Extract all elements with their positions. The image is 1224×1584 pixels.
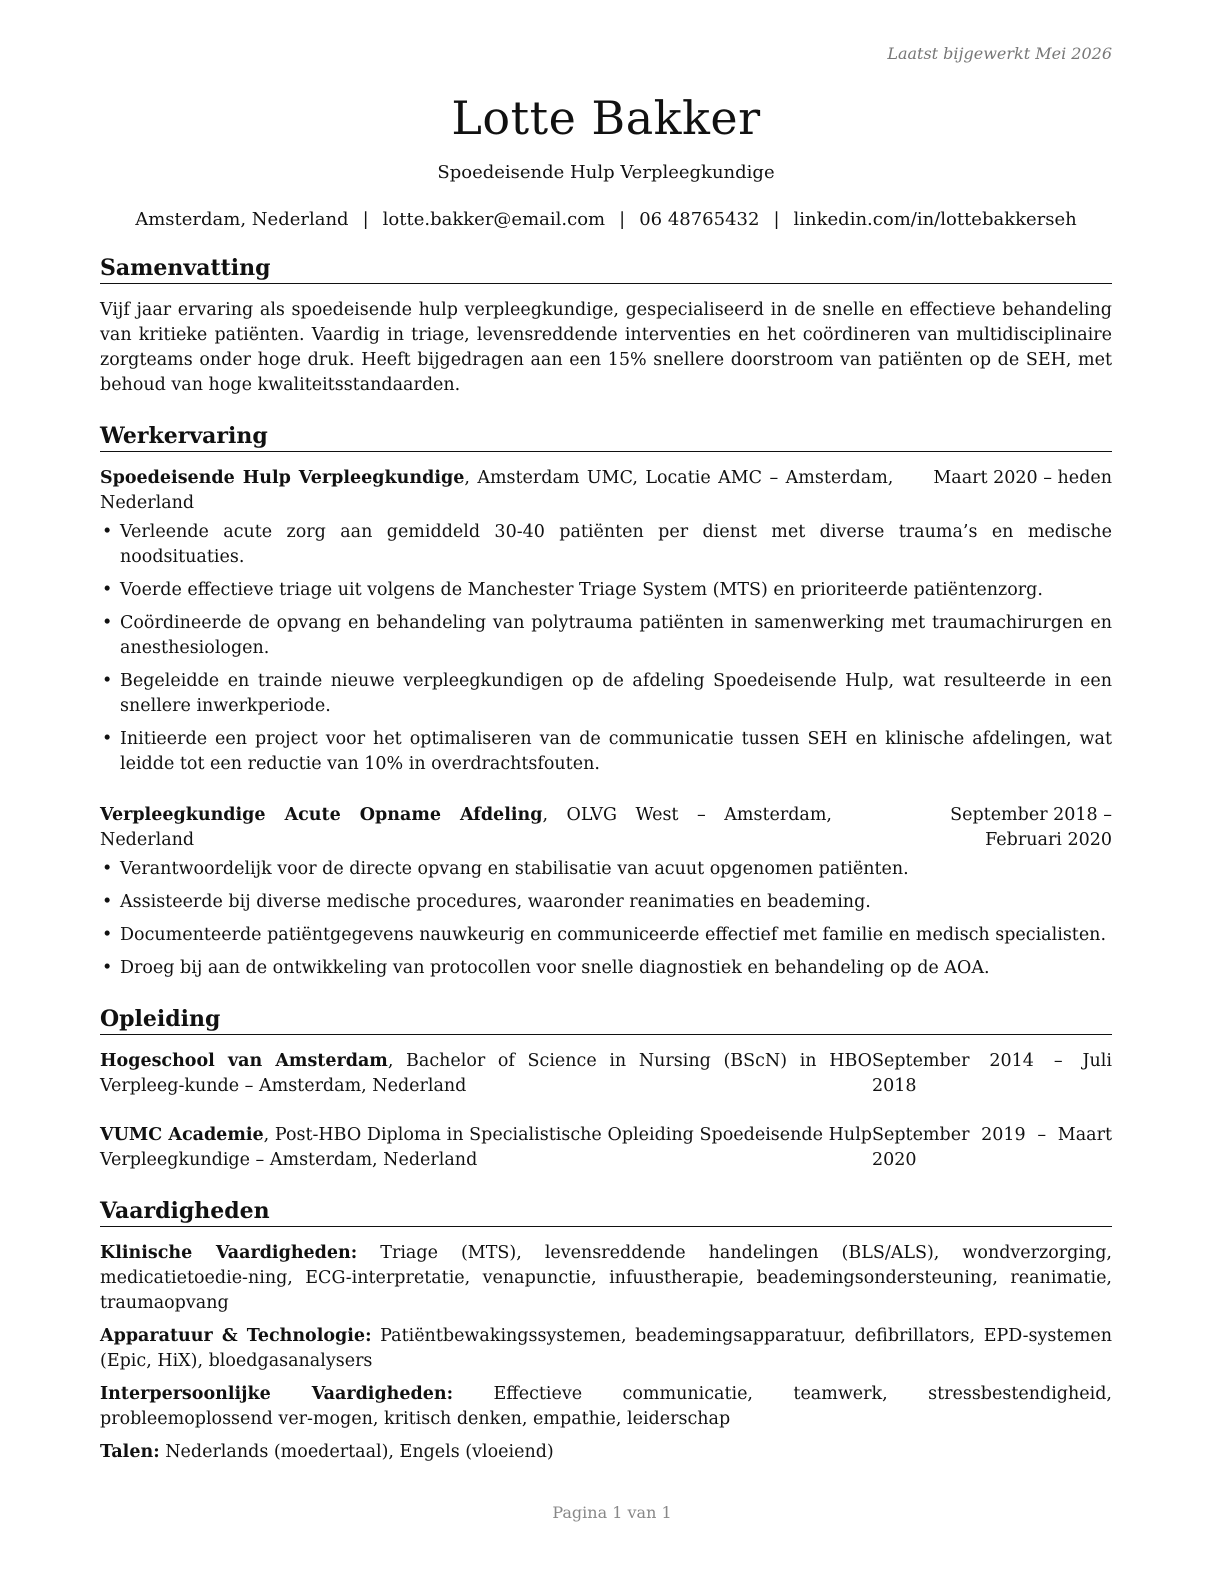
skill-text: Patiëntbewakingssystemen, beademingsapparatuur, defibrillators, EPD-systemen (Epic, HiX), bloedgasanalysers: [100, 1326, 1113, 1371]
skill-item: [100, 1324, 1112, 1374]
skill-text: Nederlands (moedertaal), Engels (vloeiend): [159, 1442, 554, 1462]
list-item: • Begeleidde en trainde nieuwe verpleegkundigen op de afdeling Spoedeisende Hulp, wat resulteerde in een snellere inwerkperiode.: [100, 669, 1112, 719]
list-item: • Coördineerde de opvang en behandeling van polytrauma patiënten in samenwerking met traumachirurgen en anesthesiologen.: [100, 611, 1112, 661]
list-item: • Initieerde een project voor het optimaliseren van de communicatie tussen SEH en klinische afdelingen, wat leidde tot een reductie van 10% in overdrachtsfouten.: [100, 727, 1112, 777]
job-entry: [100, 466, 1112, 777]
education-dates: September 2014 – Juli 2018: [872, 1051, 1112, 1096]
section-title: Werkervaring: [100, 422, 1112, 452]
education-detail: [100, 1049, 872, 1099]
contact-separator: |: [773, 209, 780, 230]
degree: , Bachelor of Science in Nursing (BScN) in HBO Verpleeg-kunde – Amsterdam, Nederland: [100, 1051, 872, 1096]
list-item: • Assisteerde bij diverse medische procedures, waaronder reanimaties en beademing.: [100, 890, 1112, 915]
job-dates: September 2018 – Februari 2020: [950, 805, 1112, 850]
school-name: VUMC Academie: [100, 1125, 264, 1145]
list-item: • Documenteerde patiëntgegevens nauwkeurig en communiceerde effectief met familie en medisch specialisten.: [100, 923, 1112, 948]
contact-linkedin[interactable]: linkedin.com/in/lottebakkerseh: [793, 209, 1077, 230]
contact-separator: |: [362, 209, 369, 230]
skills-list: [100, 1241, 1112, 1465]
skill-text: Effectieve communicatie, teamwerk, stressbestendigheid, probleemoplossend ver-mogen, kritisch denken, empathie, leiderschap: [100, 1384, 1112, 1429]
section-title: Opleiding: [100, 1005, 1112, 1035]
skills-section: [100, 1197, 1112, 1465]
list-item: • Verleende acute zorg aan gemiddeld 30-40 patiënten per dienst met diverse trauma’s en medische noodsituaties.: [100, 520, 1112, 570]
candidate-name: Lotte Bakker: [451, 91, 761, 145]
job-title: Verpleegkundige Acute Opname Afdeling: [100, 805, 543, 825]
education-entry: [100, 1049, 1112, 1099]
school-name: Hogeschool van Amsterdam: [100, 1051, 388, 1071]
page-number: Pagina 1 van 1: [552, 1503, 672, 1522]
section-title: Samenvatting: [100, 254, 1112, 284]
job-dates: Maart 2020 – heden: [933, 468, 1112, 488]
list-item: • Voerde effectieve triage uit volgens de Manchester Triage System (MTS) en prioriteerde patiëntenzorg.: [100, 578, 1112, 603]
skill-item: [100, 1241, 1112, 1316]
job-org: , OLVG West – Amsterdam, Nederland: [100, 805, 832, 850]
job-bullets: [100, 520, 1112, 777]
contact-separator: |: [619, 209, 626, 230]
contact-email[interactable]: lotte.bakker@email.com: [382, 209, 606, 230]
education-section: [100, 1005, 1112, 1173]
job-role: [100, 803, 872, 853]
education-detail: [100, 1123, 872, 1173]
job-title: Spoedeisende Hulp Verpleegkundige: [100, 468, 465, 488]
job-header: [100, 803, 1112, 853]
summary-section: [100, 254, 1112, 398]
list-item: • Droeg bij aan de ontwikkeling van protocollen voor snelle diagnostiek en behandeling op de AOA.: [100, 956, 1112, 981]
job-bullets: [100, 857, 1112, 981]
skill-label: Talen:: [100, 1442, 160, 1462]
degree: , Post-HBO Diploma in Specialistische Opleiding Spoedeisende Hulp Verpleegkundige – Amsterdam, Nederland: [100, 1125, 872, 1170]
contact-location: Amsterdam, Nederland: [135, 209, 349, 230]
job-entry: [100, 803, 1112, 981]
skill-label: Klinische Vaardigheden:: [100, 1243, 358, 1263]
job-header: [100, 466, 1112, 516]
education-header: [100, 1049, 1112, 1099]
list-item: • Verantwoordelijk voor de directe opvang en stabilisatie van acuut opgenomen patiënten.: [100, 857, 1112, 882]
skill-text: Triage (MTS), levensreddende handelingen (BLS/ALS), wondverzorging, medicatietoedie-ning, ECG-interpretatie, venapunctie, infuustherapie, beademingsondersteuning, reanimatie, traumaopvang: [100, 1243, 1112, 1313]
education-entry: [100, 1123, 1112, 1173]
skill-item: [100, 1382, 1112, 1432]
education-header: [100, 1123, 1112, 1173]
summary-text: Vijf jaar ervaring als spoedeisende hulp verpleegkundige, gespecialiseerd in de snelle en effectieve behandeling van kritieke patiënten. Vaardig in triage, levensreddende interventies en het coördineren van multidisciplinaire zorgteams onder hoge druk. Heeft bijgedragen aan een 15% snellere doorstroom van patiënten op de SEH, met behoud van hoge kwaliteitsstandaarden.: [100, 300, 1112, 395]
skill-item: [100, 1440, 1112, 1465]
education-dates: September 2019 – Maart 2020: [872, 1125, 1112, 1170]
skill-label: Apparatuur & Technologie:: [100, 1326, 372, 1346]
contact-phone[interactable]: 06 48765432: [639, 209, 760, 230]
job-title: Spoedeisende Hulp Verpleegkundige: [437, 162, 775, 183]
section-title: Vaardigheden: [100, 1197, 1112, 1227]
contact-line: [100, 209, 1112, 230]
skill-label: Interpersoonlijke Vaardigheden:: [100, 1384, 454, 1404]
job-role: [100, 466, 933, 516]
experience-section: [100, 422, 1112, 981]
last-updated: Laatst bijgewerkt Mei 2026: [887, 44, 1112, 63]
job-org: , Amsterdam UMC, Locatie AMC – Amsterdam, Nederland: [100, 468, 894, 513]
